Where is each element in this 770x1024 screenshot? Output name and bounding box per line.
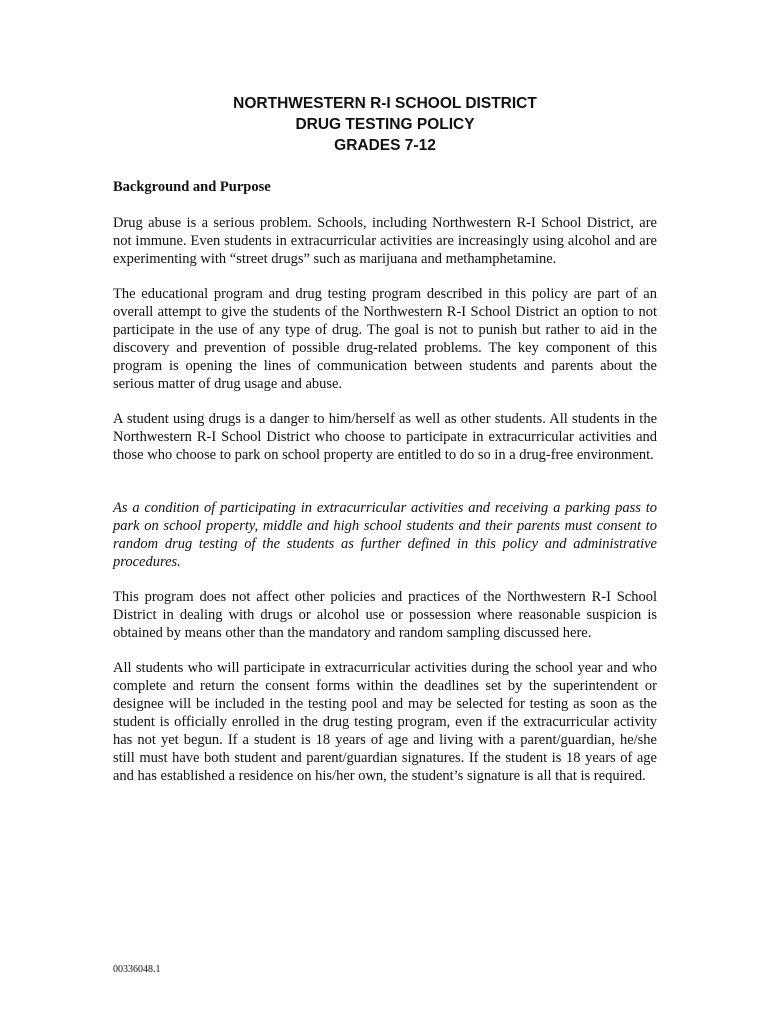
- section-heading: Background and Purpose: [113, 179, 271, 195]
- paragraph-testing-pool: All students who will participate in extracurricular activities during the school year and who complete and return the consent forms within the deadlines set by the superintendent or designee will be included in the testing pool and may be selected for testing as soon as the student is officially enrolled in the drug testing program, even if the extracurricular activity has not yet begun. If a student is 18 years of age and living with a parent/guardian, he/she still must have both student and parent/guardian signatures. If the student is 18 years of age and has established a residence on his/her own, the student’s signature is all that is required.: [113, 660, 657, 784]
- document-title-district: NORTHWESTERN R-I SCHOOL DISTRICT: [233, 95, 537, 112]
- paragraph-reasonable-suspicion: This program does not affect other policies and practices of the Northwestern R-I School District in dealing with drugs or alcohol use or possession where reasonable suspicion is obtained by means other than the mandatory and random sampling discussed here.: [113, 589, 657, 641]
- paragraph-drug-free-environment: A student using drugs is a danger to him/herself as well as other students. All students in the Northwestern R-I School District who choose to participate in extracurricular activities and those who choose to park on school property are entitled to do so in a drug-free environment.: [113, 411, 657, 463]
- paragraph-drug-abuse: Drug abuse is a serious problem. Schools, including Northwestern R-I School District, are not immune. Even students in extracurricular activities are increasingly using alcohol and are experimenting with “street drugs” such as marijuana and methamphetamine.: [113, 215, 657, 267]
- paragraph-consent-condition: As a condition of participating in extracurricular activities and receiving a parking pass to park on school property, middle and high school students and their parents must consent to random drug testing of the students as further defined in this policy and administrative procedures.: [113, 500, 657, 570]
- paragraph-educational-program: The educational program and drug testing program described in this policy are part of an overall attempt to give the students of the Northwestern R-I School District an option to not participate in the use of any type of drug. The goal is not to punish but rather to aid in the discovery and prevention of possible drug-related problems. The key component of this program is opening the lines of communication between students and parents about the serious matter of drug usage and abuse.: [113, 286, 657, 392]
- document-title-policy: DRUG TESTING POLICY: [295, 116, 475, 133]
- footer-document-code: 00336048.1: [113, 964, 161, 975]
- document-title-grades: GRADES 7-12: [334, 137, 436, 154]
